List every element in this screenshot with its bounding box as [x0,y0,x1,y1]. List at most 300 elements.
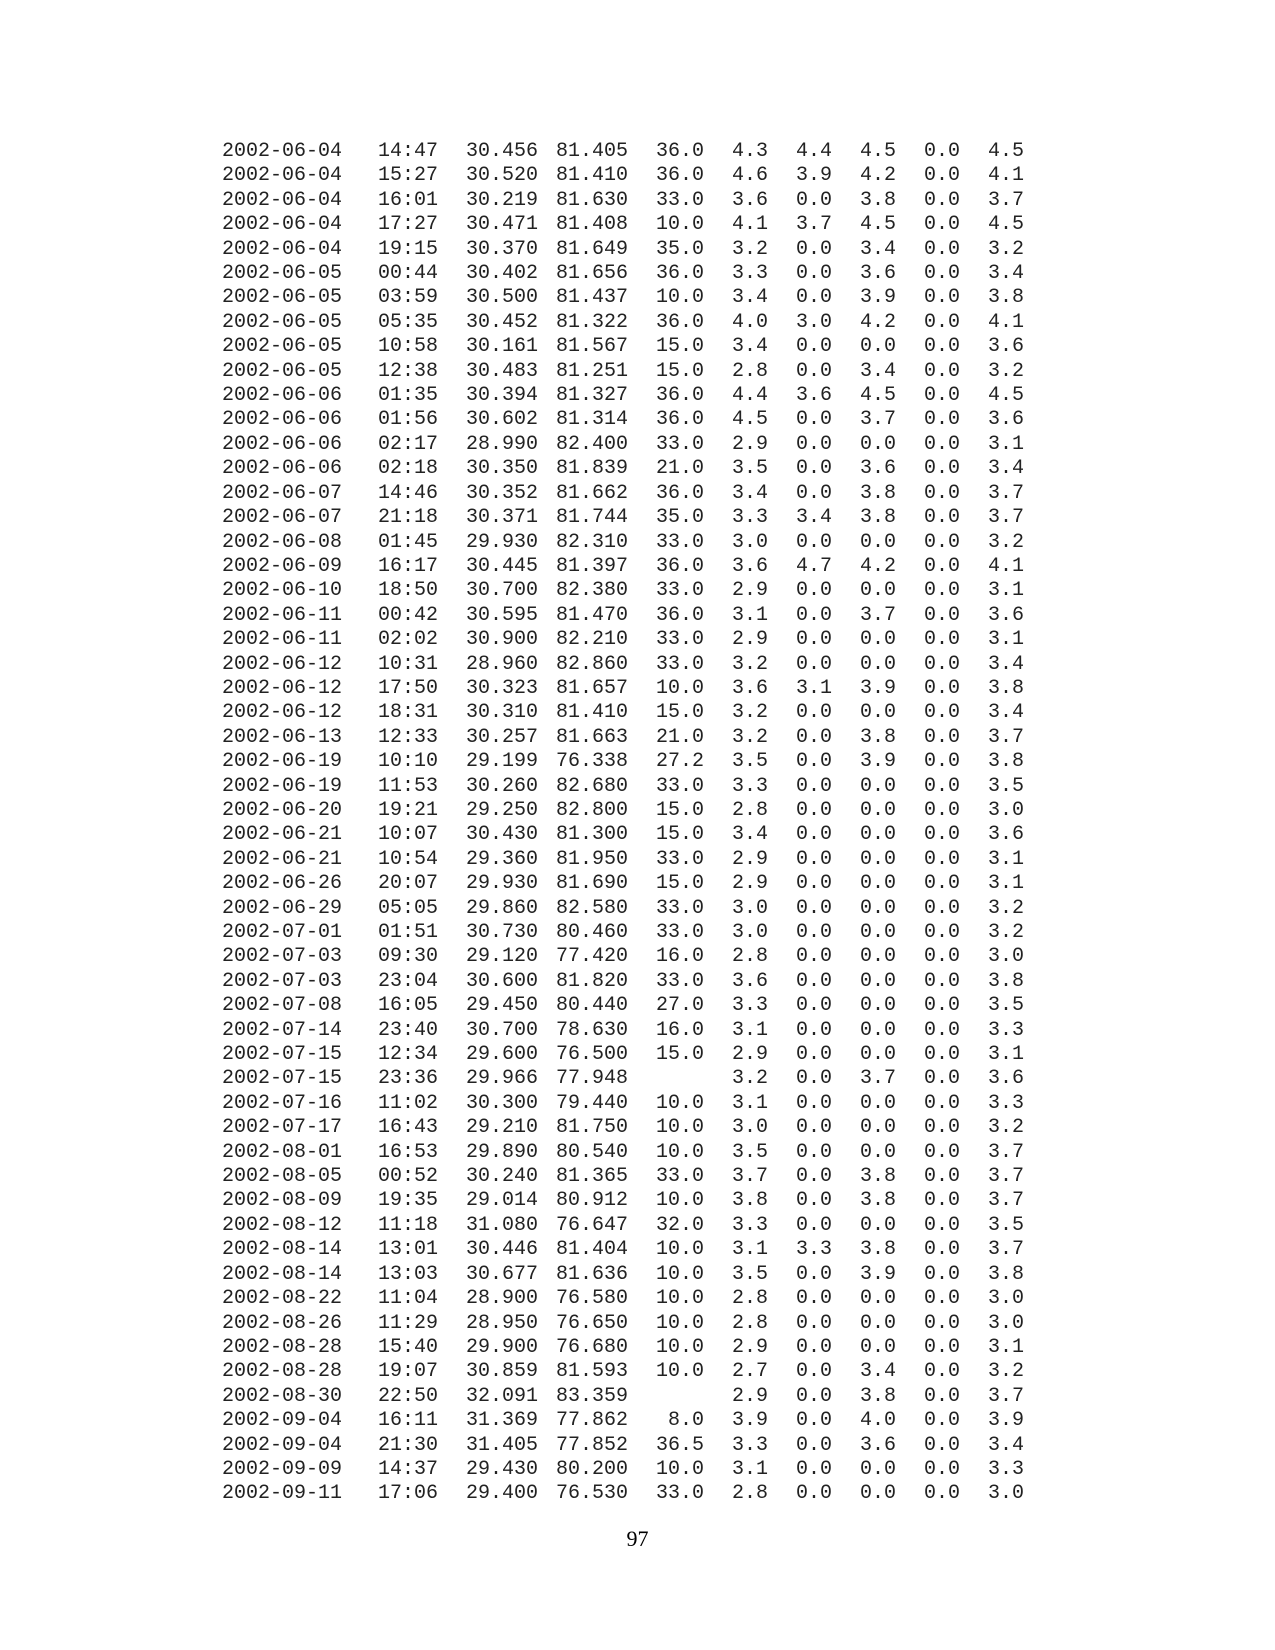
table-cell: 81.656 [556,262,629,286]
table-cell: 82.800 [556,798,629,822]
table-cell: 0.0 [795,872,832,896]
table-row [222,1141,1024,1165]
table-cell: 0.0 [795,286,832,310]
table-cell: 0.0 [923,408,960,432]
table-cell: 0.0 [923,1213,960,1237]
table-cell: 15:40 [378,1335,439,1359]
table-cell: 0.0 [923,164,960,188]
table-cell: 81.300 [556,823,629,847]
table-cell: 28.990 [466,432,539,456]
table-cell: 0.0 [795,1213,832,1237]
table-cell: 10.0 [655,286,704,310]
table-cell: 3.9 [859,1262,896,1286]
table-cell: 33.0 [655,1165,704,1189]
table-cell: 30.700 [466,1018,539,1042]
table-cell: 33.0 [655,847,704,871]
table-cell: 33.0 [655,188,704,212]
table-cell: 3.1 [731,603,768,627]
earthquake-catalog-table [222,140,1024,1507]
table-cell: 21.0 [655,725,704,749]
table-cell: 35.0 [655,506,704,530]
table-cell: 33.0 [655,969,704,993]
table-cell: 0.0 [923,481,960,505]
table-cell: 2.8 [731,945,768,969]
table-cell: 3.6 [859,457,896,481]
table-cell: 10.0 [655,1311,704,1335]
table-cell: 3.4 [795,506,832,530]
table-cell: 12:33 [378,725,439,749]
table-cell: 2002-08-22 [222,1287,343,1311]
table-cell: 2002-08-09 [222,1189,343,1213]
table-cell: 0.0 [923,750,960,774]
table-cell: 3.7 [987,481,1024,505]
table-cell: 3.9 [731,1409,768,1433]
table-cell: 10.0 [655,1189,704,1213]
table-cell: 11:18 [378,1213,439,1237]
table-cell: 17:27 [378,213,439,237]
table-cell: 80.200 [556,1457,629,1481]
table-cell: 3.0 [795,310,832,334]
table-cell: 0.0 [923,1165,960,1189]
table-cell: 29.120 [466,945,539,969]
table-cell: 3.5 [731,750,768,774]
table-cell: 0.0 [795,1311,832,1335]
table-cell: 3.0 [731,1116,768,1140]
table-cell: 0.0 [795,1287,832,1311]
table-cell: 0.0 [859,945,896,969]
table-cell: 2002-08-26 [222,1311,343,1335]
table-cell: 0.0 [859,1311,896,1335]
table-cell: 16:43 [378,1116,439,1140]
table-cell: 2.9 [731,1335,768,1359]
table-cell: 0.0 [923,188,960,212]
table-cell: 0.0 [923,1067,960,1091]
table-cell: 3.6 [795,384,832,408]
table-row [222,408,1024,432]
table-cell: 2002-08-28 [222,1335,343,1359]
page-number: 97 [626,1526,649,1551]
table-cell: 77.862 [556,1409,629,1433]
table-cell: 0.0 [795,579,832,603]
table-cell: 33.0 [655,432,704,456]
table-cell: 31.369 [466,1409,539,1433]
table-cell: 3.8 [987,969,1024,993]
table-cell: 36.0 [655,310,704,334]
table-cell: 0.0 [923,506,960,530]
table-row [222,750,1024,774]
table-cell: 81.470 [556,603,629,627]
table-cell: 3.0 [731,530,768,554]
table-cell: 0.0 [795,1482,832,1506]
table-cell: 4.6 [731,164,768,188]
table-cell: 79.440 [556,1091,629,1115]
table-cell: 27.2 [655,750,704,774]
table-cell: 3.1 [987,847,1024,871]
table-cell: 3.7 [859,1067,896,1091]
table-cell: 14:37 [378,1457,439,1481]
table-cell: 3.4 [859,237,896,261]
table-cell: 0.0 [923,359,960,383]
table-cell: 76.530 [556,1482,629,1506]
table-cell: 14:46 [378,481,439,505]
table-cell: 3.3 [795,1238,832,1262]
table-cell: 3.3 [731,1433,768,1457]
table-cell: 29.966 [466,1067,539,1091]
table-cell: 3.1 [731,1091,768,1115]
table-row [222,1434,1024,1458]
table-cell: 18:50 [378,579,439,603]
table-cell: 30.483 [466,359,539,383]
table-cell: 81.365 [556,1165,629,1189]
table-cell: 2002-08-12 [222,1213,343,1237]
table-cell: 02:18 [378,457,439,481]
table-cell: 3.9 [795,164,832,188]
table-cell: 3.8 [987,1262,1024,1286]
table-cell: 3.5 [987,1213,1024,1237]
table-cell: 2002-09-04 [222,1409,343,1433]
table-row [222,1189,1024,1213]
table-cell: 81.649 [556,237,629,261]
table-cell: 2.8 [731,1287,768,1311]
table-row [222,1214,1024,1238]
table-cell: 2002-06-13 [222,725,343,749]
table-cell: 30.371 [466,506,539,530]
table-cell: 81.690 [556,872,629,896]
table-cell: 3.1 [795,676,832,700]
table-cell: 16:11 [378,1409,439,1433]
table-cell: 12:34 [378,1043,439,1067]
table-cell: 10.0 [655,1238,704,1262]
table-cell: 3.8 [859,506,896,530]
table-cell: 02:17 [378,432,439,456]
table-cell: 2.9 [731,872,768,896]
table-cell: 2002-09-04 [222,1433,343,1457]
table-cell: 30.520 [466,164,539,188]
table-cell: 2002-06-06 [222,384,343,408]
table-cell: 3.1 [987,628,1024,652]
table-cell: 0.0 [923,896,960,920]
table-cell: 0.0 [923,652,960,676]
table-row [222,872,1024,896]
table-cell: 19:07 [378,1360,439,1384]
table-cell: 0.0 [923,725,960,749]
table-cell: 30.445 [466,554,539,578]
table-cell: 0.0 [795,1384,832,1408]
table-cell: 3.6 [731,676,768,700]
table-cell: 09:30 [378,945,439,969]
table-row [222,1043,1024,1067]
table-cell: 30.677 [466,1262,539,1286]
table-row [222,262,1024,286]
table-cell: 81.410 [556,164,629,188]
table-cell: 0.0 [923,262,960,286]
table-cell: 0.0 [859,628,896,652]
table-cell: 2002-06-04 [222,140,343,163]
table-cell: 00:52 [378,1165,439,1189]
table-row [222,531,1024,555]
table-cell: 2002-06-06 [222,408,343,432]
table-cell: 18:31 [378,701,439,725]
table-cell: 3.3 [987,1018,1024,1042]
table-cell: 11:04 [378,1287,439,1311]
table-row [222,1409,1024,1433]
table-cell: 2002-06-10 [222,579,343,603]
table-cell: 0.0 [923,1433,960,1457]
table-cell: 3.6 [731,969,768,993]
table-cell: 30.370 [466,237,539,261]
table-cell: 00:44 [378,262,439,286]
table-row [222,1336,1024,1360]
table-cell: 30.352 [466,481,539,505]
table-cell: 0.0 [795,1335,832,1359]
table-cell: 2.9 [731,847,768,871]
table-cell: 29.199 [466,750,539,774]
table-cell: 2002-06-19 [222,774,343,798]
table-cell: 3.8 [859,1165,896,1189]
table-cell: 0.0 [859,774,896,798]
table-cell: 4.5 [859,384,896,408]
table-cell: 30.452 [466,310,539,334]
table-cell: 0.0 [923,237,960,261]
table-cell: 0.0 [923,140,960,163]
table-cell: 0.0 [795,921,832,944]
table-cell: 15.0 [655,1043,704,1067]
table-cell: 19:35 [378,1189,439,1213]
table-cell: 3.9 [859,286,896,310]
table-cell: 0.0 [923,872,960,896]
table-cell: 05:05 [378,896,439,920]
table-cell: 16:01 [378,188,439,212]
table-cell: 3.8 [987,286,1024,310]
table-cell: 3.2 [987,359,1024,383]
table-cell: 0.0 [859,432,896,456]
table-cell: 0.0 [923,701,960,725]
table-cell: 10.0 [655,1335,704,1359]
table-cell: 3.9 [987,1409,1024,1433]
table-cell: 0.0 [795,1165,832,1189]
table-cell: 13:01 [378,1238,439,1262]
table-cell: 81.839 [556,457,629,481]
table-cell: 81.322 [556,310,629,334]
table-cell: 4.5 [987,213,1024,237]
table-cell: 0.0 [923,554,960,578]
table-row [222,1165,1024,1189]
table-cell: 0.0 [795,969,832,993]
table-cell: 15.0 [655,823,704,847]
table-cell: 0.0 [923,774,960,798]
table-cell: 0.0 [795,774,832,798]
table-cell: 36.0 [655,554,704,578]
table-cell: 13:03 [378,1262,439,1286]
table-row [222,921,1024,945]
table-cell: 4.5 [859,140,896,163]
table-cell: 4.1 [987,554,1024,578]
table-cell: 0.0 [859,1482,896,1506]
table-cell: 29.930 [466,872,539,896]
table-cell: 3.8 [859,1238,896,1262]
table-cell: 2002-06-21 [222,847,343,871]
table-cell: 3.6 [987,823,1024,847]
table-cell: 0.0 [923,1018,960,1042]
table-row [222,1092,1024,1116]
table-row [222,140,1024,164]
table-cell: 2002-08-28 [222,1360,343,1384]
table-cell: 2.9 [731,579,768,603]
table-row [222,823,1024,847]
table-cell: 81.662 [556,481,629,505]
table-cell: 33.0 [655,1482,704,1506]
table-cell: 29.860 [466,896,539,920]
table-cell: 2002-06-04 [222,237,343,261]
table-cell: 3.8 [859,481,896,505]
table-cell: 2002-06-04 [222,213,343,237]
table-cell: 3.8 [859,725,896,749]
table-cell: 81.251 [556,359,629,383]
table-cell: 3.1 [731,1018,768,1042]
table-cell: 2002-08-14 [222,1238,343,1262]
table-cell: 3.8 [859,188,896,212]
table-cell: 2.8 [731,798,768,822]
table-cell: 10:07 [378,823,439,847]
table-row [222,701,1024,725]
table-cell: 82.310 [556,530,629,554]
table-row [222,286,1024,310]
table-cell: 4.0 [859,1409,896,1433]
table-cell: 3.2 [731,237,768,261]
table-cell: 2002-06-11 [222,603,343,627]
table-cell: 23:04 [378,969,439,993]
table-cell: 16:53 [378,1140,439,1164]
table-cell: 3.3 [731,506,768,530]
table-cell: 2002-06-09 [222,554,343,578]
table-cell: 3.2 [731,652,768,676]
table-cell: 0.0 [795,481,832,505]
table-cell: 2002-07-14 [222,1018,343,1042]
table-cell: 17:50 [378,676,439,700]
table-cell: 3.9 [859,750,896,774]
table-cell: 2002-07-01 [222,921,343,944]
table-cell: 0.0 [859,1287,896,1311]
table-cell: 82.580 [556,896,629,920]
table-cell: 0.0 [923,1457,960,1481]
table-cell: 33.0 [655,921,704,944]
table-cell: 28.960 [466,652,539,676]
table-cell: 0.0 [795,237,832,261]
table-cell: 81.750 [556,1116,629,1140]
table-cell: 0.0 [859,1043,896,1067]
table-row [222,653,1024,677]
table-cell: 23:36 [378,1067,439,1091]
table-row [222,384,1024,408]
table-cell: 3.0 [987,1287,1024,1311]
table-cell: 20:07 [378,872,439,896]
table-cell [646,1385,704,1409]
table-cell: 36.0 [655,164,704,188]
table-cell: 32.0 [655,1213,704,1237]
table-cell: 2.9 [731,1043,768,1067]
table-cell: 81.437 [556,286,629,310]
table-cell: 10:10 [378,750,439,774]
table-cell: 81.630 [556,188,629,212]
table-cell: 0.0 [795,994,832,1018]
table-cell: 0.0 [859,1335,896,1359]
table-cell: 82.680 [556,774,629,798]
table-cell: 3.4 [987,1433,1024,1457]
table-cell: 81.593 [556,1360,629,1384]
table-cell: 81.657 [556,676,629,700]
table-cell: 3.8 [859,1384,896,1408]
table-cell: 2002-06-12 [222,652,343,676]
table-row [222,579,1024,603]
table-row [222,433,1024,457]
table-row [222,994,1024,1018]
table-cell: 10.0 [655,1091,704,1115]
table-cell: 0.0 [795,1018,832,1042]
table-cell: 0.0 [795,798,832,822]
table-cell: 4.1 [987,164,1024,188]
table-cell: 10:54 [378,847,439,871]
table-cell: 80.460 [556,921,629,944]
table-cell: 30.260 [466,774,539,798]
table-cell: 80.540 [556,1140,629,1164]
table-cell: 0.0 [923,1409,960,1433]
table-cell: 29.930 [466,530,539,554]
table-row [222,457,1024,481]
table-cell: 3.8 [859,1189,896,1213]
table-cell: 2.9 [731,1384,768,1408]
table-cell: 2.9 [731,432,768,456]
table-cell: 0.0 [923,384,960,408]
table-cell: 29.250 [466,798,539,822]
table-cell: 0.0 [859,1116,896,1140]
table-cell: 2002-06-20 [222,798,343,822]
table-cell: 3.1 [987,432,1024,456]
table-cell: 3.9 [859,676,896,700]
table-cell: 0.0 [859,701,896,725]
table-cell: 2002-06-07 [222,481,343,505]
table-cell: 10.0 [655,1116,704,1140]
table-cell: 3.1 [987,1043,1024,1067]
table-cell: 4.2 [859,310,896,334]
table-row [222,1312,1024,1336]
table-cell: 3.0 [987,798,1024,822]
table-cell: 3.5 [731,457,768,481]
table-cell: 36.0 [655,481,704,505]
table-cell: 0.0 [795,1457,832,1481]
table-row [222,482,1024,506]
table-cell: 4.0 [731,310,768,334]
table-cell: 77.948 [556,1067,629,1091]
table-cell: 3.8 [987,750,1024,774]
table-cell: 3.7 [987,1384,1024,1408]
table-cell: 36.0 [655,140,704,163]
table-cell: 10.0 [655,213,704,237]
table-cell: 12:38 [378,359,439,383]
table-cell: 05:35 [378,310,439,334]
table-cell: 30.310 [466,701,539,725]
table-cell: 81.636 [556,1262,629,1286]
table-cell: 0.0 [795,457,832,481]
table-cell: 3.2 [987,896,1024,920]
table-cell: 0.0 [923,994,960,1018]
table-cell: 10:58 [378,335,439,359]
table-cell: 0.0 [859,798,896,822]
table-cell: 3.2 [731,725,768,749]
table-row [222,1458,1024,1482]
table-row [222,164,1024,188]
table-cell: 29.600 [466,1043,539,1067]
table-cell: 81.408 [556,213,629,237]
